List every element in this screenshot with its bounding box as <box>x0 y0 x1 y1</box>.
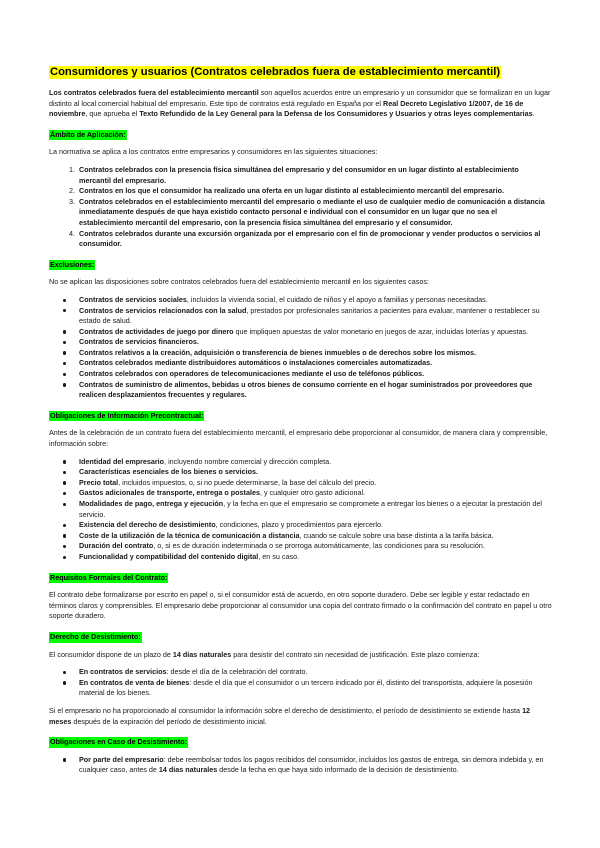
intro-paragraph <box>49 88 552 120</box>
heading-requisitos: Requisitos Formales del Contrato: <box>50 572 168 582</box>
ambito-item-text: Contratos en los que el consumidor ha realizado una oferta en un lugar distinto al establecimiento mercantil del empresario. <box>79 186 504 196</box>
item-bold: Contratos de servicios relacionados con la salud <box>79 305 247 315</box>
ambito-item-text: Contratos celebrados con la presencia física simultánea del empresario y del consumidor en un lugar distinto al establecimiento mercantil del empresario. <box>79 164 519 185</box>
item-bold: Coste de la utilización de la técnica de comunicación a distancia <box>79 530 300 540</box>
item-bold: Contratos de actividades de juego por dinero <box>79 326 234 336</box>
intro-bold-2: Real Decreto Legislativo 1/2007, de 16 de noviembre <box>49 98 524 119</box>
list-item <box>77 380 552 401</box>
item-bold: Contratos relativos a la creación, adquisición o transferencia de bienes inmuebles o de derechos sobre los mismos. <box>79 347 477 357</box>
intro-bold-3: Texto Refundido de la Ley General para la Defensa de los Consumidores y Usuarios y otras leyes complementarias <box>139 109 533 119</box>
item-bold: En contratos de servicios <box>79 667 167 677</box>
item-bold: Características esenciales de los bienes o servicios. <box>79 467 258 477</box>
list-item <box>77 197 552 229</box>
list-item <box>77 488 552 499</box>
ambito-item-text: Contratos celebrados en el establecimiento mercantil del empresario o mediante el uso de cualquier medio de comunicación a distancia inmediatamente después de que haya existido contacto personal e individual con el consumidor en un lugar que no sea el establecimiento mercantil del empresario, con la presencia física simultánea del empresario y el consumidor. <box>79 196 545 227</box>
item-text: , cuando se calcule sobre una base distinta a la tarifa básica. <box>299 530 494 540</box>
item-bold: Identidad del empresario <box>79 456 165 466</box>
list-item <box>77 552 552 563</box>
list-item <box>77 678 552 699</box>
exclusiones-text: No se aplican las disposiciones sobre contratos celebrados fuera del establecimiento mercantil en los siguientes casos: <box>49 277 429 287</box>
item-text: que impliquen apuestas de valor monetario en juegos de azar, incluidas loterías y apuestas. <box>233 326 529 336</box>
list-item <box>77 467 552 478</box>
list-item <box>77 337 552 348</box>
derecho-paragraph <box>49 650 552 661</box>
list-item <box>77 165 552 186</box>
requisitos-text: El contrato debe formalizarse por escrito en papel o, si el consumidor está de acuerdo, en otro soporte duradero. Debe ser legible y estar redactado en términos claros y comprensibles. El empresario debe proporcionar al consumidor una copia del contrato firmado o la confirmación del contrato en papel u otro soporte duradero. <box>49 590 552 621</box>
item-text: , incluyendo nombre comercial y dirección completa. <box>164 456 332 466</box>
intro-text-1: son aquellos acuerdos entre un empresario y un consumidor que se formalizan en un lugar distinto al local comercial habitual del empresario. Este tipo de contratos está regulado en España por el <box>49 88 551 108</box>
item-bold: En contratos de venta de bienes <box>79 677 190 687</box>
derecho-extension-paragraph <box>49 706 552 727</box>
list-item <box>77 499 552 520</box>
intro-bold-1: Los contratos celebrados fuera del establecimiento mercantil <box>49 88 259 97</box>
derecho-ext-text-1: Si el empresario no ha proporcionado al consumidor la información sobre el derecho de desistimiento, el período de desistimiento se extiende hasta <box>49 705 523 715</box>
item-text: , y cualquier otro gasto adicional. <box>259 488 366 498</box>
obligaciones-info-list <box>49 457 552 563</box>
item-text: : desde el día que el consumidor o un tercero indicado por él, distinto del transportista, adquiere la posesión material de los bienes. <box>79 677 533 698</box>
item-bold: Funcionalidad y compatibilidad del contenido digital <box>79 551 259 561</box>
ambito-list <box>49 165 552 250</box>
list-item <box>77 531 552 542</box>
item-bold: Gastos adicionales de transporte, entrega o postales <box>79 488 260 498</box>
document-title: Consumidores y usuarios (Contratos celebrados fuera de establecimiento mercantil) <box>50 66 501 78</box>
item-text: : desde el día de la celebración del contrato. <box>166 667 308 677</box>
list-item <box>77 327 552 338</box>
list-item <box>77 541 552 552</box>
item-text-2: desde la fecha en que haya sido informado de la decisión de desistimiento. <box>217 765 459 775</box>
ambito-text: La normativa se aplica a los contratos entre empresarios y consumidores en las siguientes situaciones: <box>49 147 378 157</box>
item-text: , y la fecha en que el empresario se compromete a entregar los bienes o a ejecutar la prestación del servicio. <box>79 499 543 519</box>
heading-derecho-desistimiento: Derecho de Desistimiento: <box>50 631 141 641</box>
item-bold: Existencia del derecho de desistimiento <box>79 520 216 530</box>
list-item <box>77 755 552 776</box>
list-item <box>77 295 552 306</box>
list-item <box>77 186 552 197</box>
item-bold: Contratos de servicios sociales <box>79 294 187 304</box>
item-text: , en su caso. <box>258 551 300 561</box>
intro-text-2: , que aprueba el <box>85 109 140 119</box>
list-item <box>77 520 552 531</box>
item-bold: Contratos de suministro de alimentos, bebidas u otros bienes de consumo corriente en el hogar suministrados por proveedores que realicen desplazamientos frecuentes y regulares. <box>79 379 533 400</box>
derecho-ext-text-2: después de la expiración del período de desistimiento inicial. <box>71 716 267 726</box>
derecho-bold-1: 14 días naturales <box>172 649 232 659</box>
item-text: , incluidos la vivienda social, el cuidado de niños y el apoyo a familias y personas necesitadas. <box>186 294 488 304</box>
list-item <box>77 369 552 380</box>
item-bold: Contratos celebrados mediante distribuidores automáticos o instalaciones comerciales automatizadas. <box>79 358 433 368</box>
item-text: , condiciones, plazo y procedimientos para ejercerlo. <box>215 520 384 530</box>
item-bold: Contratos de servicios financieros. <box>79 337 199 347</box>
derecho-ext-bold: 12 meses <box>49 705 531 726</box>
item-bold: Contratos celebrados con operadores de telecomunicaciones mediante el uso de teléfonos públicos. <box>79 369 425 379</box>
list-item <box>77 348 552 359</box>
item-bold: Modalidades de pago, entrega y ejecución <box>79 499 224 508</box>
heading-exclusiones: Exclusiones: <box>50 259 95 269</box>
exclusiones-list <box>49 295 552 401</box>
derecho-text-1: El consumidor dispone de un plazo de <box>49 649 173 659</box>
heading-obligaciones-desistimiento: Obligaciones en Caso de Desistimiento: <box>50 737 187 747</box>
item-text: , o, si es de duración indeterminada o se prorroga automáticamente, las condiciones para su resolución. <box>153 541 485 551</box>
list-item <box>77 457 552 468</box>
list-item <box>77 306 552 327</box>
intro-text-3: . <box>532 109 535 119</box>
item-text: , prestados por profesionales sanitarios a pacientes para evaluar, mantener o restablecer su estado de salud. <box>79 305 540 326</box>
obligaciones-desist-list <box>49 755 552 776</box>
list-item <box>77 229 552 250</box>
list-item <box>77 358 552 369</box>
item-bold: Por parte del empresario <box>79 754 164 764</box>
item-text: : debe reembolsar todos los pagos recibidos del consumidor, incluidos los gastos de entrega, sin demora indebida y, en cualquier caso, antes de <box>79 754 544 775</box>
list-item <box>77 478 552 489</box>
item-bold-2: 14 días naturales <box>158 765 218 775</box>
heading-obligaciones-informacion: Obligaciones de Información Precontractual: <box>50 410 204 420</box>
list-item <box>77 667 552 678</box>
derecho-list <box>49 667 552 699</box>
item-bold: Duración del contrato <box>79 541 154 551</box>
item-bold: Precio total <box>79 477 119 487</box>
obligaciones-info-text: Antes de la celebración de un contrato fuera del establecimiento mercantil, el empresario debe proporcionar al consumidor, de manera clara y comprensible, información sobre: <box>49 428 548 449</box>
derecho-text-2: para desistir del contrato sin necesidad de justificación. Este plazo comienza: <box>231 649 480 659</box>
ambito-item-text: Contratos celebrados durante una excursión organizada por el empresario con el fin de promocionar y vender productos o servicios al consumidor. <box>79 228 541 249</box>
item-text: , incluidos impuestos, o, si no puede determinarse, la base del cálculo del precio. <box>118 477 377 487</box>
heading-ambito: Ámbito de Aplicación: <box>50 129 126 139</box>
